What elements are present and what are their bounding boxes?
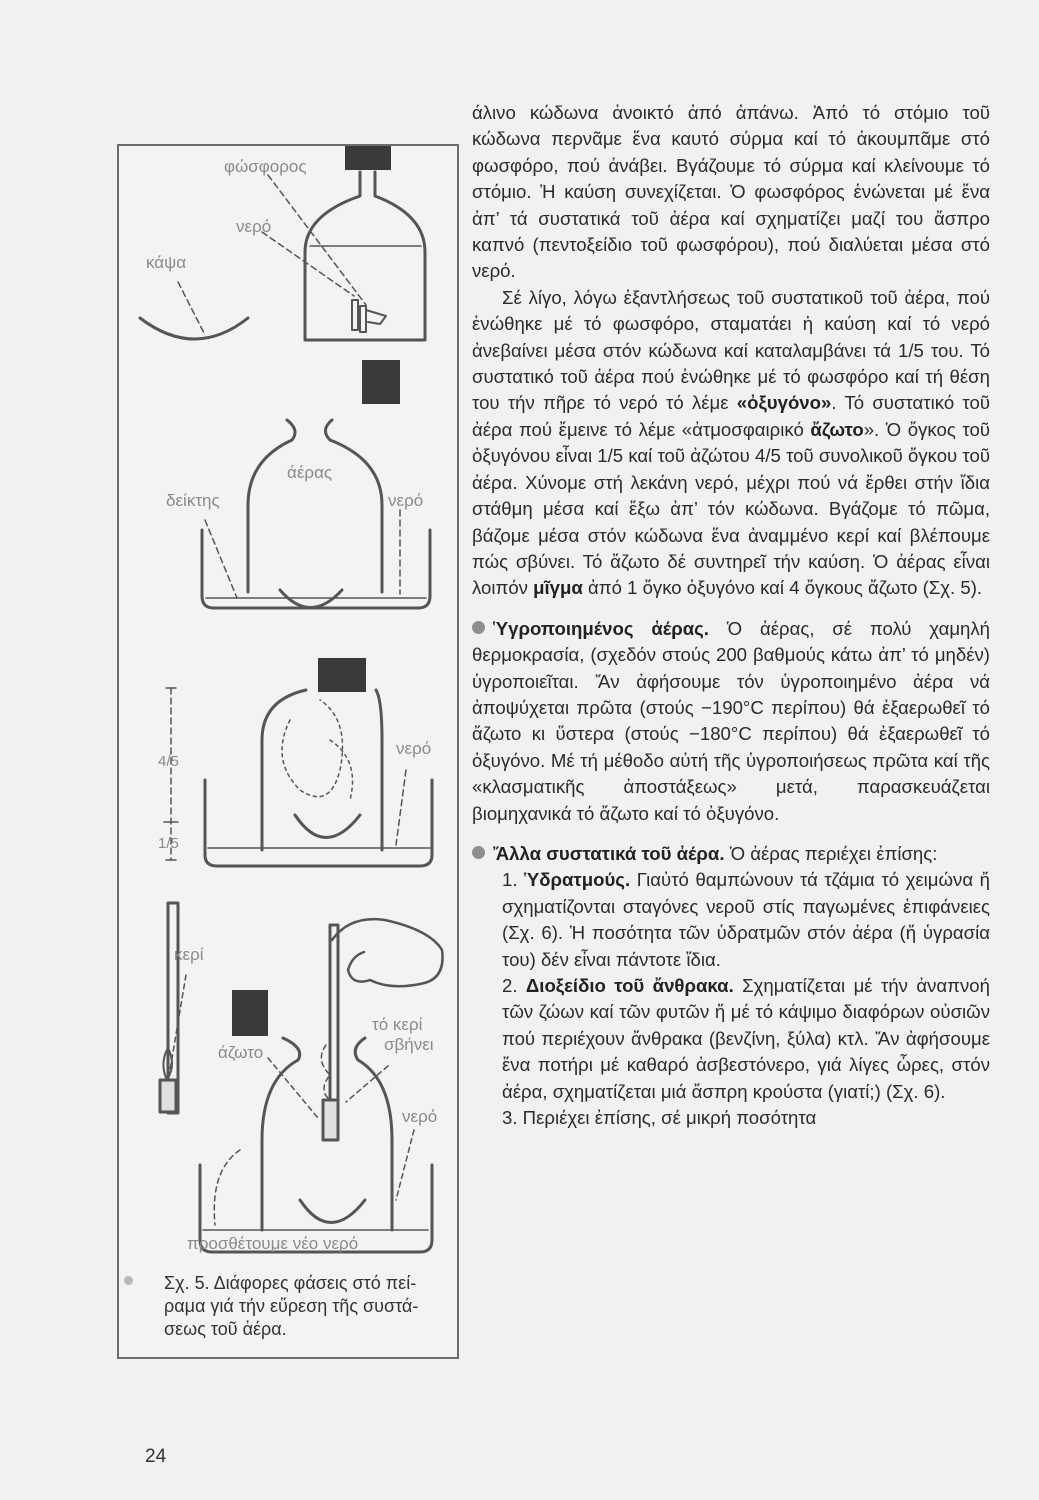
body-text-column [472,100,990,1131]
term-oxygen: «ὀξυγόνο» [736,392,832,414]
label-candle: κερί [174,945,204,964]
heading-other-components: Ἄλλα συστατικά τοῦ ἀέρα. [493,842,725,864]
other-components-text: Ὁ ἀέρας περιέχει ἐπίσης: [724,842,938,864]
page-number: 24 [145,1446,167,1467]
heading-carbon-dioxide: Διοξείδιο τοῦ ἄνθρακα. [525,975,734,996]
item2-number: 2. [502,975,526,996]
caption-bullet-icon [124,1276,133,1285]
label-water-4: νερό [402,1107,438,1126]
basin-3 [205,780,432,866]
paragraph-other-components [472,841,990,867]
caption-line-3: σεως τοῦ ἀέρα. [164,1319,287,1339]
label-water-3: νερό [396,739,432,758]
cork-4 [232,990,268,1036]
label-candle-out-2: σβήνει [384,1035,434,1054]
label-four-fifths: 4/5 [158,753,179,770]
paragraph-1: άλινο κώδωνα ἀνοικτό ἀπό ἀπάνω. Ἀπό τό στόμιο τοῦ κώδωνα περνᾶμε ἕνα καυτό σύρμα καί τό ἀκουμπᾶμε στό φωσφόρο, πού ἀνάβει. Βγάζουμε τό σύρμα καί κλείνουμε τό στόμιο. Ἡ καύση συνεχίζεται. Ὁ φωσφόρος ἑνώνεται μέ ἕνα ἀπ’ τά συστατικά τοῦ ἀέρα καί σχηματίζει μαζί του ἄσπρο καπνό (πεντοξείδιο τοῦ φωσφόρου), πού διαλύεται μέσα στό νερό. [472,102,990,282]
p2-text-d: ἀπό 1 ὄγκο ὀξυγόνο καί 4 ὄγκους ἄζωτο (Σχ. 5). [582,577,983,599]
p2-text-c: ». Ὁ ὄγκος τοῦ ὀξυγόνου εἶναι 1/5 καί τοῦ ἀζώτου 4/5 τοῦ συνολικοῦ ὄγκου τοῦ ἀέρα. Χύνομε στή λεκάνη νερό, μέχρι πού νά ἔρθει στήν ἴδια στάθμη μέσα καί ἔξω ἀπ’ τόν κώδωνα. Βγάζομε τό πῶμα, βάζομε μέσα στόν κώδωνα ἕνα ἀναμμένο κερί καί βλέπουμε πώς σβύνει. Τό ἄζωτο δέ συντηρεῖ τήν καύση. Ὁ ἀέρας εἶναι λοιπόν [472,418,990,599]
label-water-2: νερό [388,491,424,510]
cork-1 [345,146,391,170]
heading-water-vapour: Ὑδρατμούς. [524,869,631,891]
paragraph-liquefied-air [472,616,990,827]
label-add-water: προσθέτουμε νέο νερό [187,1234,359,1253]
term-mixture: μῖγμα [533,577,583,599]
bell-3 [262,690,382,850]
paragraph-2 [472,285,990,602]
bell-2 [248,420,382,592]
water-vapour-text: Γιαὐτό θαμπώνουν τά τζάμια τό χειμώνα ἤ σχηματίζονται σταγόνες νεροῦ στίς παγωμένες ἐπιφάνειες (Σχ. 6). Ἡ ποσότητα τῶν ὑδρατμῶν στόν ἀέρα (ἤ ὑγρασία του) δέν εἶναι πάντοτε ἴδια. [502,869,990,970]
label-nitrogen: άζωτο [218,1043,264,1062]
list-item-water-vapour [472,867,990,973]
caption-line-2: ραμα γιά τήν εὕρεση τῆς συστά- [164,1296,419,1316]
heading-liquefied-air: Ὑγροποιημένος ἀέρας. [493,617,709,639]
label-phosphorus: φώσφορος [224,157,307,176]
label-air: άέρας [287,463,333,482]
section-bullet-icon [472,846,485,859]
label-one-fifth: 1/5 [158,835,179,852]
list-item-carbon-dioxide [472,973,990,1105]
term-nitrogen: ἄζωτο [810,418,864,440]
label-candle-out-1: τό κερί [372,1015,423,1034]
p2-text-a: Σέ λίγο, λόγω ἐξαντλήσεως τοῦ συστατικοῦ τοῦ ἀέρα, πού ἑνώθηκε μέ τό φωσφόρο, σταματάει ἡ καύση καί τό νερό ἀνεβαίνει μέσα στόν κώδωνα καί καταλαμβάνει τά 1/5 του. Τό συστατικό τοῦ ἀέρα πού ἑνώθηκε μέ τό φωσφόρο καί τή θέση του τήν πῆρε τό νερό τό λέμε [472,286,990,414]
liquefied-air-text: Ὁ ἀέρας, σέ πολύ χαμηλή θερμοκρασία, (σχεδόν στούς 200 βαθμούς κάτω ἀπ’ τό μηδέν) ὑγροποιεῖται. Ἄν ἀφήσουμε τόν ὑγροποιημένο ἀέρα νά ἀποψύχεται πρῶτα (στούς −190°C περίπου) θά ἐξαερωθεῖ τό ἄζωτο κι ὕστερα (στούς −180°C περίπου) θά ἐξαερωθεῖ τό ὀξυγόνο. Μέ τή μέθοδο αὐτή τῆς ὑγροποιήσεως πρῶτα καί τῆς «κλασματικῆς ἀποστάξεως» μετά, παρασκευάζεται βιομηχανικά τό ἄζωτο καί τό ὀξυγόνο. [472,617,991,824]
item1-number: 1. [502,869,525,891]
carbon-dioxide-text: Σχηματίζεται μέ τήν ἀναπνοή τῶν ζώων καί τῶν φυτῶν ἤ μέ τό κάψιμο διαφόρων οὐσιῶν πού περιέχουν ἄνθρακα (βενζίνη, ξύλα) κτλ. Ἄν ἀφήσουμε ἕνα ποτήρι μέ καθαρό ἀσβεστόνερο, γιά λίγες ὧρες, στόν ἀέρα, σχηματίζεται μιά ἄσπρη κρούστα (γιατί;) (Σχ. 6). [502,975,990,1102]
capsule-dish [140,318,248,339]
label-water-1: νερό [236,217,272,236]
caption-line-1: Σχ. 5. Διάφορες φάσεις στό πεί- [164,1273,417,1293]
hand [332,919,443,986]
cork-2 [362,360,400,404]
cork-3 [318,658,366,692]
label-capsule: κάψα [146,253,187,272]
label-indicator: δείκτης [166,491,220,510]
figure-caption [164,1272,454,1341]
p2-text-b: . Τό συστατικό τοῦ ἀέρα πού ἔμεινε τό λέμε «ἀτμοσφαιρικό [472,392,990,440]
list-item-3: 3. Περιέχει ἐπίσης, σέ μικρή ποσότητα [502,1107,817,1129]
section-bullet-icon [472,621,485,634]
